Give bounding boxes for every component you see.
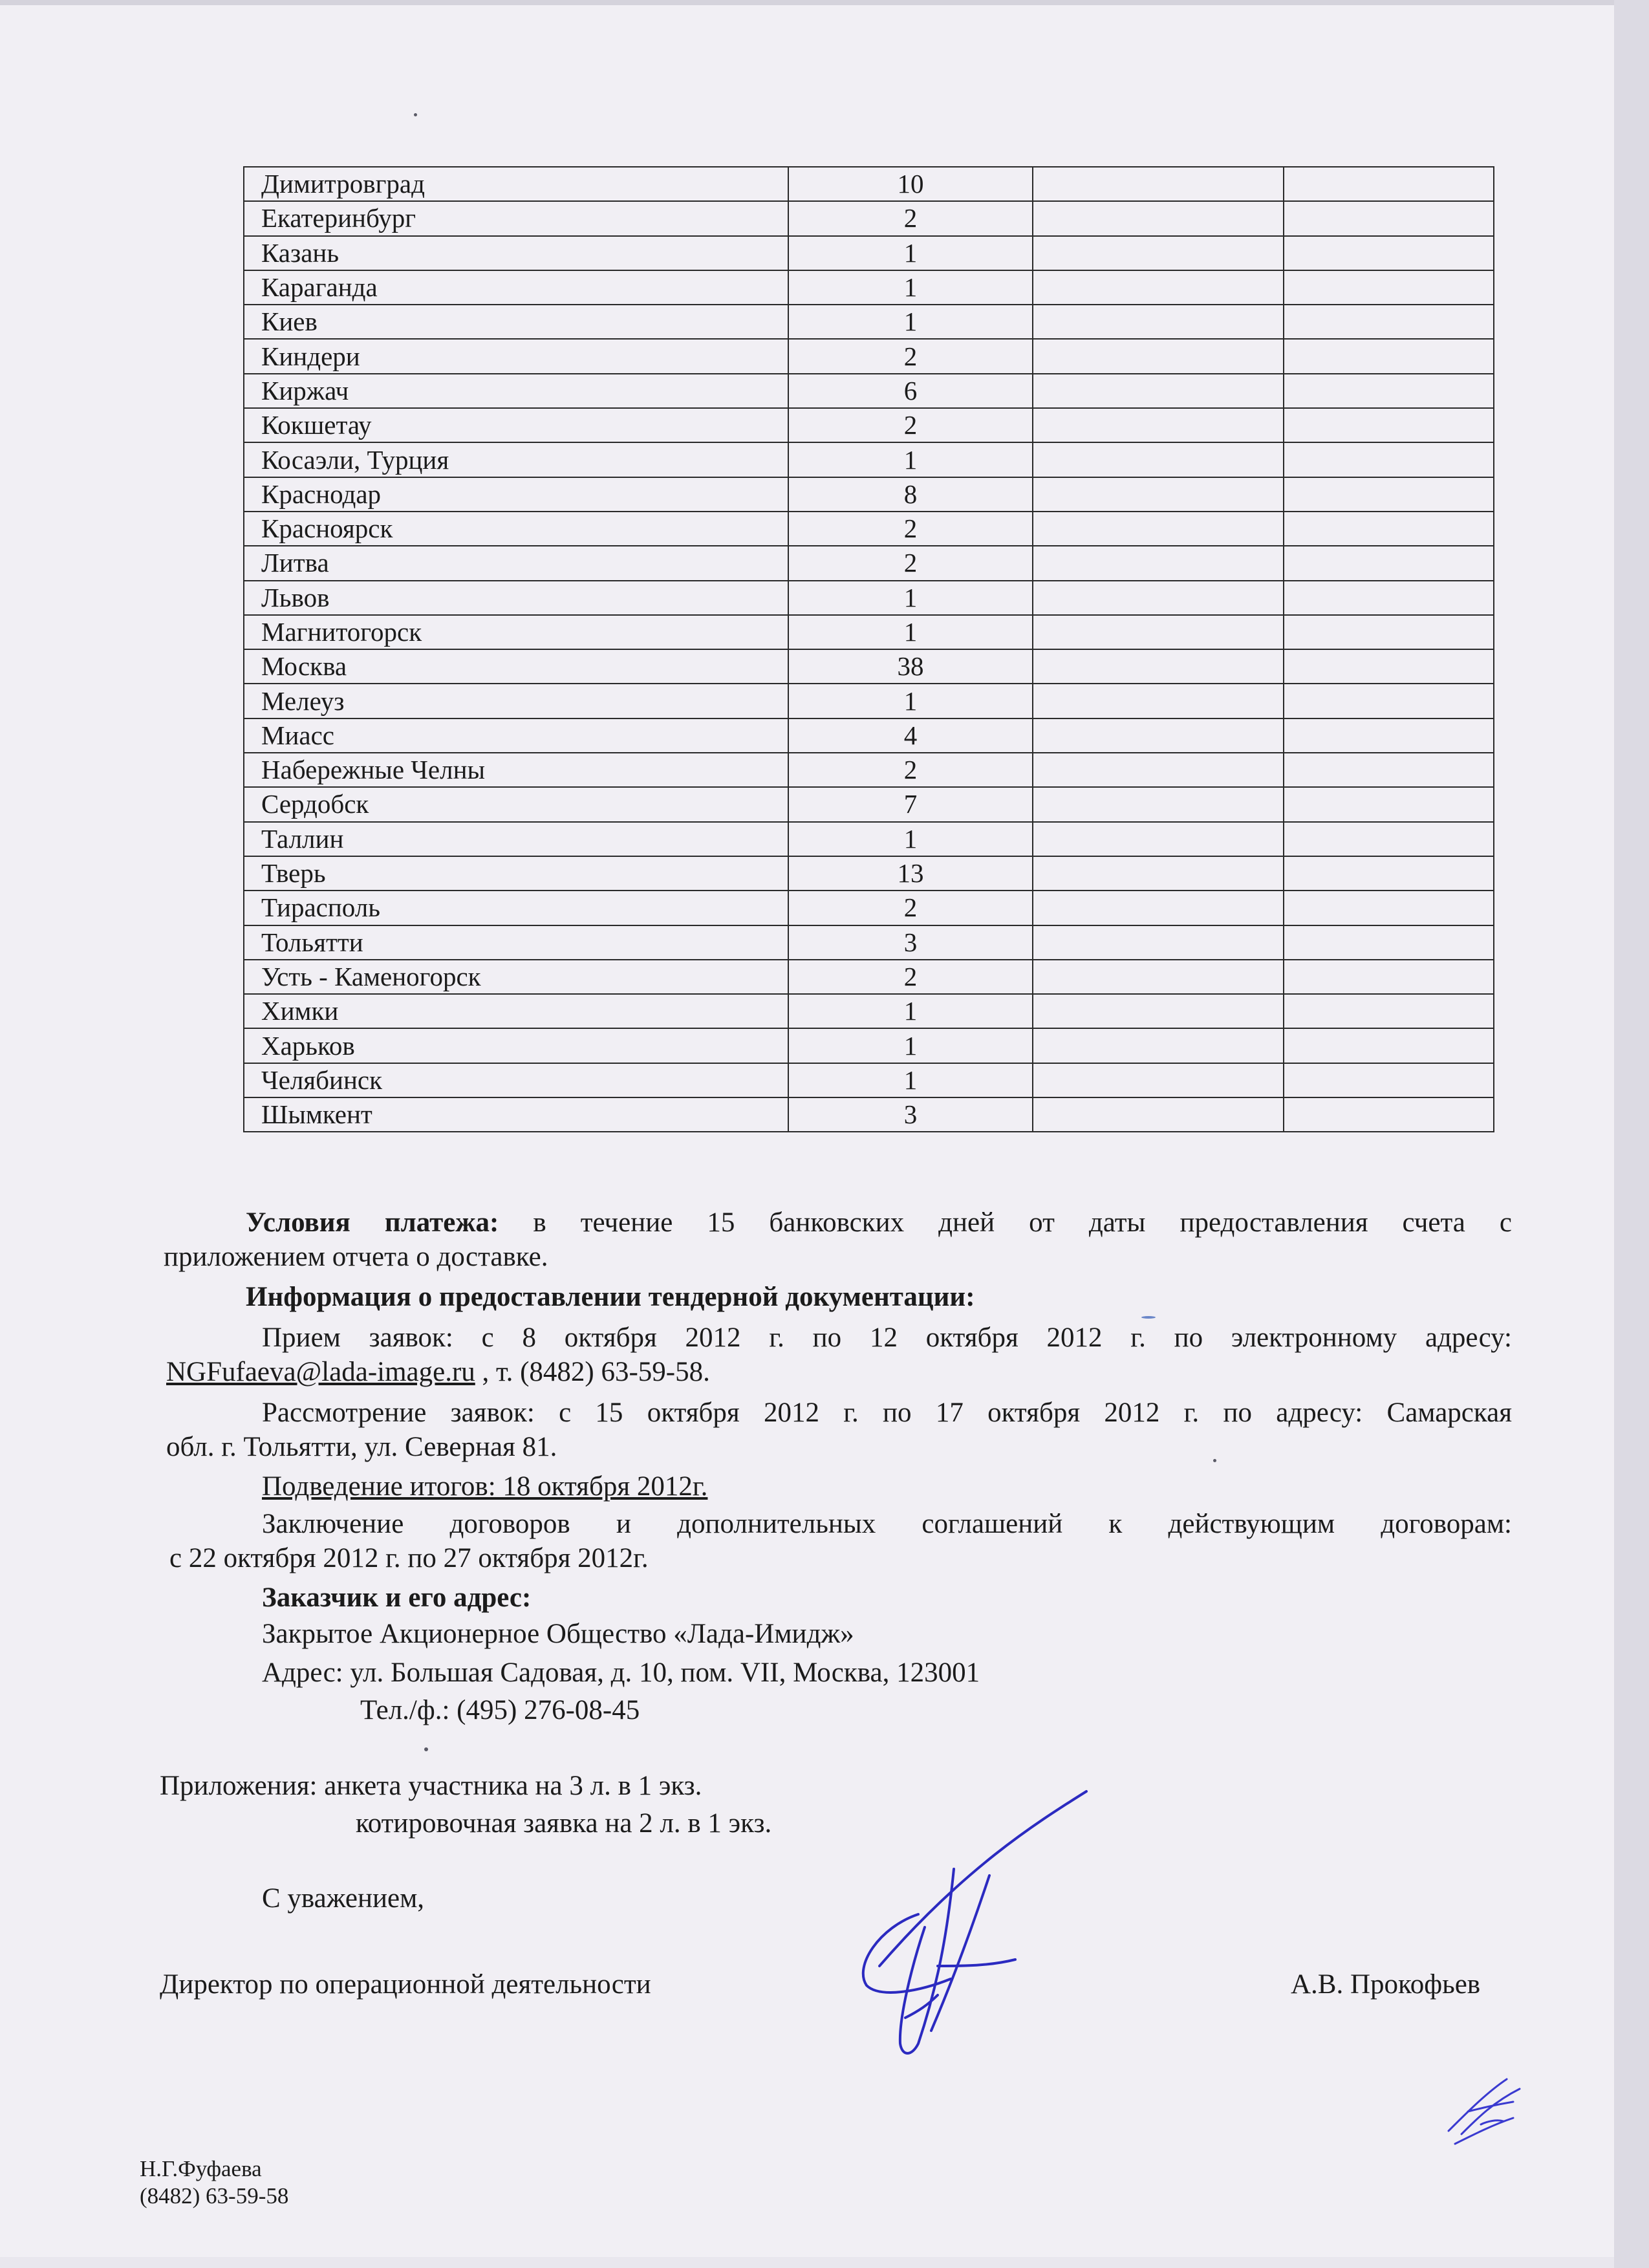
table-row <box>244 649 1494 684</box>
city-cell: Мелеуз <box>244 684 788 718</box>
cities-table-body <box>244 167 1494 1132</box>
count-cell: 2 <box>788 339 1033 373</box>
empty-cell <box>1284 442 1494 477</box>
empty-cell <box>1284 960 1494 994</box>
city-cell: Таллин <box>244 822 788 856</box>
count-cell: 1 <box>788 994 1033 1028</box>
city-cell: Караганда <box>244 270 788 305</box>
scan-speck <box>414 113 417 116</box>
count-cell: 1 <box>788 1028 1033 1063</box>
table-row <box>244 718 1494 753</box>
count-cell: 2 <box>788 960 1033 994</box>
table-row <box>244 408 1494 442</box>
empty-cell <box>1284 1097 1494 1132</box>
city-cell: Магнитогорск <box>244 615 788 649</box>
count-cell: 1 <box>788 684 1033 718</box>
table-row <box>244 615 1494 649</box>
city-cell: Набережные Челны <box>244 753 788 787</box>
results-line: Подведение итогов: 18 октября 2012г. <box>262 1471 708 1502</box>
count-cell: 38 <box>788 649 1033 684</box>
empty-cell <box>1284 1063 1494 1097</box>
table-row <box>244 477 1494 512</box>
empty-cell <box>1033 581 1284 615</box>
empty-cell <box>1033 167 1284 201</box>
bids-line1: Прием заявок: с 8 октября 2012 г. по 12 октября 2012 г. по электронному адресу: <box>262 1323 1512 1353</box>
scan-speck <box>424 1747 428 1751</box>
count-cell: 1 <box>788 822 1033 856</box>
empty-cell <box>1033 994 1284 1028</box>
city-cell: Тверь <box>244 856 788 891</box>
empty-cell <box>1284 270 1494 305</box>
empty-cell <box>1284 684 1494 718</box>
city-cell: Екатеринбург <box>244 201 788 235</box>
bids-line2 <box>166 1355 1514 1389</box>
payment-terms-line1 <box>164 1205 1512 1240</box>
empty-cell <box>1033 787 1284 821</box>
empty-cell <box>1033 305 1284 339</box>
city-cell: Москва <box>244 649 788 684</box>
empty-cell <box>1033 822 1284 856</box>
count-cell: 3 <box>788 1097 1033 1132</box>
attachments-line1 <box>160 1769 702 1803</box>
empty-cell <box>1033 1028 1284 1063</box>
count-cell: 1 <box>788 442 1033 477</box>
city-cell: Красноярск <box>244 512 788 546</box>
signatory-name: А.В. Прокофьев <box>1291 1969 1481 2000</box>
empty-cell <box>1033 615 1284 649</box>
count-cell: 1 <box>788 236 1033 270</box>
email-link[interactable]: NGFufaeva@lada-image.ru <box>166 1357 475 1387</box>
customer-phone: Тел./ф.: (495) 276-08-45 <box>360 1695 640 1725</box>
empty-cell <box>1284 615 1494 649</box>
empty-cell <box>1284 374 1494 408</box>
city-cell: Челябинск <box>244 1063 788 1097</box>
closing-text: С уважением, <box>262 1883 425 1914</box>
table-row <box>244 270 1494 305</box>
empty-cell <box>1284 787 1494 821</box>
bids-phone: , т. (8482) 63-59-58. <box>475 1357 710 1387</box>
empty-cell <box>1284 305 1494 339</box>
city-cell: Шымкент <box>244 1097 788 1132</box>
city-cell: Усть - Каменогорск <box>244 960 788 994</box>
payment-terms-label: Условия платежа: <box>246 1207 499 1238</box>
executor-name: Н.Г.Фуфаева <box>140 2156 262 2181</box>
city-cell: Тирасполь <box>244 891 788 925</box>
table-row <box>244 1063 1494 1097</box>
city-cell: Киев <box>244 305 788 339</box>
empty-cell <box>1033 925 1284 960</box>
empty-cell <box>1033 201 1284 235</box>
table-row <box>244 856 1494 891</box>
empty-cell <box>1284 718 1494 753</box>
table-row <box>244 442 1494 477</box>
city-cell: Казань <box>244 236 788 270</box>
count-cell: 1 <box>788 615 1033 649</box>
tender-info-heading: Информация о предоставлении тендерной документации: <box>246 1282 975 1312</box>
empty-cell <box>1284 546 1494 580</box>
empty-cell <box>1284 856 1494 891</box>
empty-cell <box>1284 512 1494 546</box>
empty-cell <box>1284 477 1494 512</box>
table-row <box>244 891 1494 925</box>
count-cell: 8 <box>788 477 1033 512</box>
table-row <box>244 512 1494 546</box>
empty-cell <box>1284 649 1494 684</box>
count-cell: 2 <box>788 512 1033 546</box>
city-cell: Киндери <box>244 339 788 373</box>
table-row <box>244 546 1494 580</box>
empty-cell <box>1033 856 1284 891</box>
empty-cell <box>1284 167 1494 201</box>
empty-cell <box>1033 442 1284 477</box>
count-cell: 6 <box>788 374 1033 408</box>
empty-cell <box>1033 891 1284 925</box>
contracts-line1: Заключение договоров и дополнительных соглашений к действующим договорам: <box>262 1509 1512 1539</box>
empty-cell <box>1284 822 1494 856</box>
table-row <box>244 201 1494 235</box>
table-row <box>244 684 1494 718</box>
table-row <box>244 925 1494 960</box>
count-cell: 2 <box>788 753 1033 787</box>
empty-cell <box>1284 408 1494 442</box>
city-cell: Косаэли, Турция <box>244 442 788 477</box>
attachment-item-1: анкета участника на 3 л. в 1 экз. <box>317 1771 702 1801</box>
count-cell: 1 <box>788 270 1033 305</box>
city-cell: Киржач <box>244 374 788 408</box>
empty-cell <box>1284 1028 1494 1063</box>
payment-terms-line2: приложением отчета о доставке. <box>164 1242 548 1272</box>
empty-cell <box>1033 1097 1284 1132</box>
customer-address: Адрес: ул. Большая Садовая, д. 10, пом. VII, Москва, 123001 <box>262 1658 980 1688</box>
empty-cell <box>1284 753 1494 787</box>
city-cell: Димитровград <box>244 167 788 201</box>
table-row <box>244 822 1494 856</box>
table-row <box>244 1097 1494 1132</box>
table-row <box>244 339 1494 373</box>
customer-company: Закрытое Акционерное Общество «Лада-Имидж» <box>262 1619 854 1649</box>
empty-cell <box>1033 649 1284 684</box>
signatory-position: Директор по операционной деятельности <box>160 1969 651 2000</box>
payment-terms-text: в течение 15 банковских дней от даты предоставления счета с <box>499 1207 1512 1238</box>
review-line2: обл. г. Тольятти, ул. Северная 81. <box>166 1432 557 1462</box>
empty-cell <box>1033 270 1284 305</box>
empty-cell <box>1033 374 1284 408</box>
count-cell: 7 <box>788 787 1033 821</box>
count-cell: 2 <box>788 201 1033 235</box>
empty-cell <box>1284 201 1494 235</box>
empty-cell <box>1284 339 1494 373</box>
scan-edge-top <box>0 0 1614 5</box>
empty-cell <box>1033 684 1284 718</box>
count-cell: 1 <box>788 581 1033 615</box>
table-row <box>244 305 1494 339</box>
empty-cell <box>1033 960 1284 994</box>
table-row <box>244 753 1494 787</box>
count-cell: 1 <box>788 1063 1033 1097</box>
cities-table <box>243 166 1494 1132</box>
empty-cell <box>1284 581 1494 615</box>
city-cell: Львов <box>244 581 788 615</box>
empty-cell <box>1033 718 1284 753</box>
city-cell: Химки <box>244 994 788 1028</box>
table-row <box>244 994 1494 1028</box>
empty-cell <box>1033 1063 1284 1097</box>
count-cell: 10 <box>788 167 1033 201</box>
count-cell: 2 <box>788 891 1033 925</box>
scan-speck <box>1141 1316 1156 1319</box>
table-row <box>244 167 1494 201</box>
city-cell: Тольятти <box>244 925 788 960</box>
count-cell: 3 <box>788 925 1033 960</box>
attachment-item-2: котировочная заявка на 2 л. в 1 экз. <box>356 1808 772 1839</box>
customer-heading: Заказчик и его адрес: <box>262 1582 532 1613</box>
table-row <box>244 1028 1494 1063</box>
empty-cell <box>1033 408 1284 442</box>
scan-speck <box>1213 1459 1216 1462</box>
table-row <box>244 374 1494 408</box>
empty-cell <box>1284 891 1494 925</box>
empty-cell <box>1033 753 1284 787</box>
table-row <box>244 581 1494 615</box>
contracts-line2: с 22 октября 2012 г. по 27 октября 2012г. <box>169 1543 649 1573</box>
table-row <box>244 236 1494 270</box>
empty-cell <box>1284 925 1494 960</box>
review-line1: Рассмотрение заявок: с 15 октября 2012 г. по 17 октября 2012 г. по адресу: Самарская <box>262 1398 1512 1428</box>
city-cell: Литва <box>244 546 788 580</box>
city-cell: Кокшетау <box>244 408 788 442</box>
count-cell: 4 <box>788 718 1033 753</box>
count-cell: 2 <box>788 546 1033 580</box>
empty-cell <box>1284 236 1494 270</box>
count-cell: 2 <box>788 408 1033 442</box>
initials-mark-icon <box>1442 2073 1533 2150</box>
signature-icon <box>841 1772 1132 2069</box>
empty-cell <box>1033 512 1284 546</box>
empty-cell <box>1033 477 1284 512</box>
empty-cell <box>1033 546 1284 580</box>
city-cell: Харьков <box>244 1028 788 1063</box>
empty-cell <box>1033 339 1284 373</box>
table-row <box>244 787 1494 821</box>
city-cell: Миасс <box>244 718 788 753</box>
count-cell: 13 <box>788 856 1033 891</box>
attachments-label: Приложения: <box>160 1771 318 1801</box>
count-cell: 1 <box>788 305 1033 339</box>
empty-cell <box>1284 994 1494 1028</box>
empty-cell <box>1033 236 1284 270</box>
city-cell: Краснодар <box>244 477 788 512</box>
executor-phone: (8482) 63-59-58 <box>140 2183 289 2209</box>
city-cell: Сердобск <box>244 787 788 821</box>
table-row <box>244 960 1494 994</box>
scan-edge-right <box>1614 0 1649 2268</box>
